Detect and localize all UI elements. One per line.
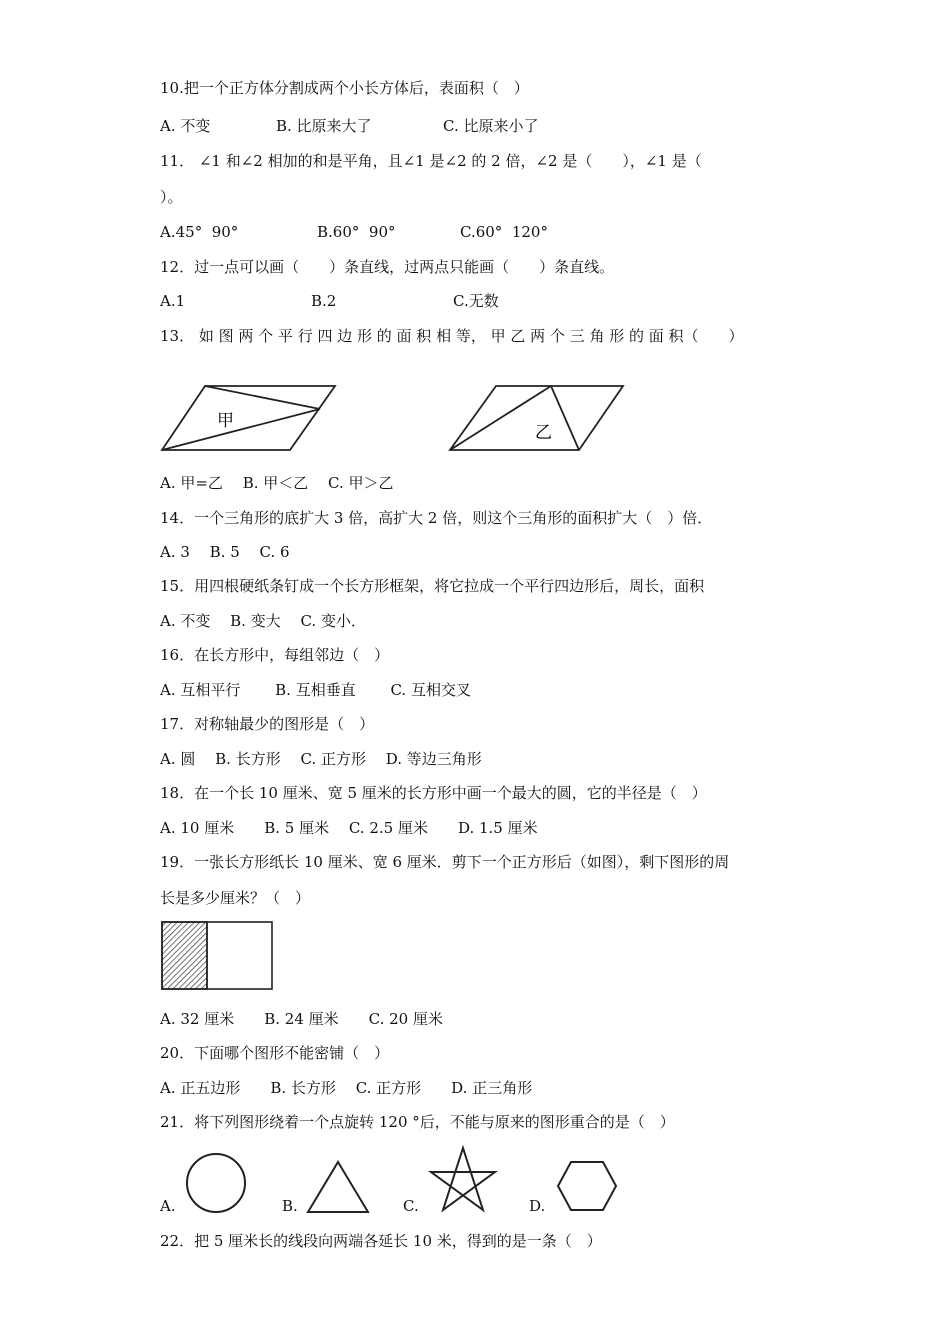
q11-stem-line1: 11． ∠1 和∠2 相加的和是平角，且∠1 是∠2 的 2 倍，∠2 是（ ），∠1 是（ <box>160 152 702 170</box>
label-jia: 甲 <box>217 411 234 431</box>
q12-option-c: C.无数 <box>453 292 499 310</box>
q16-options: A. 互相平行 B. 互相垂直 C. 互相交叉 <box>160 681 471 699</box>
q12-stem: 12．过一点可以画（ ）条直线，过两点只能画（ ）条直线。 <box>160 258 615 276</box>
q11-stem-line2: ）。 <box>160 188 183 206</box>
parallelogram-jia-figure <box>160 383 340 453</box>
star-shape <box>428 1146 498 1214</box>
circle-shape <box>185 1152 247 1214</box>
triangle-shape <box>306 1160 370 1214</box>
q19-stem-line1: 19．一张长方形纸长 10 厘米、宽 6 厘米．剪下一个正方形后（如图），剩下图形的周 <box>160 853 730 871</box>
q13-stem: 13． 如 图 两 个 平 行 四 边 形 的 面 积 相 等， 甲 乙 两 个 三 角 形 的 面 积（ ） <box>160 327 744 345</box>
q17-options: A. 圆 B. 长方形 C. 正方形 D. 等边三角形 <box>160 750 482 768</box>
q14-options: A. 3 B. 5 C. 6 <box>160 543 290 561</box>
q21-stem: 21．将下列图形绕着一个点旋转 120 °后，不能与原来的图形重合的是（ ） <box>160 1113 675 1131</box>
parallelogram-yi-figure <box>448 383 628 453</box>
q21-option-c-label: C. <box>403 1197 419 1215</box>
q20-options: A. 正五边形 B. 长方形 C. 正方形 D. 正三角形 <box>160 1079 533 1097</box>
q14-stem: 14．一个三角形的底扩大 3 倍，高扩大 2 倍，则这个三角形的面积扩大（ ）倍． <box>160 509 713 527</box>
q12-option-a: A.1 <box>160 292 186 310</box>
q10-option-b: B. 比原来大了 <box>276 117 372 135</box>
q11-option-b: B.60° 90° <box>317 223 396 241</box>
q21-option-b-label: B. <box>282 1197 298 1215</box>
q21-option-a-label: A. <box>160 1197 176 1215</box>
q15-options: A. 不变 B. 变大 C. 变小． <box>160 612 366 630</box>
q16-stem: 16．在长方形中，每组邻边（ ） <box>160 646 390 664</box>
q20-stem: 20．下面哪个图形不能密铺（ ） <box>160 1044 390 1062</box>
q12-option-b: B.2 <box>311 292 337 310</box>
cut-square <box>162 922 207 989</box>
q15-stem: 15．用四根硬纸条钉成一个长方形框架，将它拉成一个平行四边形后，周长，面积 <box>160 577 705 595</box>
label-yi: 乙 <box>535 423 552 443</box>
q18-options: A. 10 厘米 B. 5 厘米 C. 2.5 厘米 D. 1.5 厘米 <box>160 819 538 837</box>
q11-option-a: A.45° 90° <box>160 223 239 241</box>
q18-stem: 18．在一个长 10 厘米、宽 5 厘米的长方形中画一个最大的圆，它的半径是（ ） <box>160 784 707 802</box>
q19-stem-line2: 长是多少厘米？（ ） <box>160 889 311 907</box>
q10-option-a: A. 不变 <box>160 117 211 135</box>
cut-rectangle-figure <box>161 921 274 990</box>
hexagon-shape <box>556 1160 618 1212</box>
q17-stem: 17．对称轴最少的图形是（ ） <box>160 715 375 733</box>
q13-options: A. 甲=乙 B. 甲＜乙 C. 甲＞乙 <box>160 474 394 492</box>
q21-option-d-label: D. <box>529 1197 546 1215</box>
q22-stem: 22．把 5 厘米长的线段向两端各延长 10 米，得到的是一条（ ） <box>160 1232 602 1250</box>
q10-option-c: C. 比原来小了 <box>443 117 539 135</box>
q19-options: A. 32 厘米 B. 24 厘米 C. 20 厘米 <box>160 1010 443 1028</box>
q10-stem: 10.把一个正方体分割成两个小长方体后，表面积（ ） <box>160 79 529 97</box>
q11-option-c: C.60° 120° <box>460 223 548 241</box>
